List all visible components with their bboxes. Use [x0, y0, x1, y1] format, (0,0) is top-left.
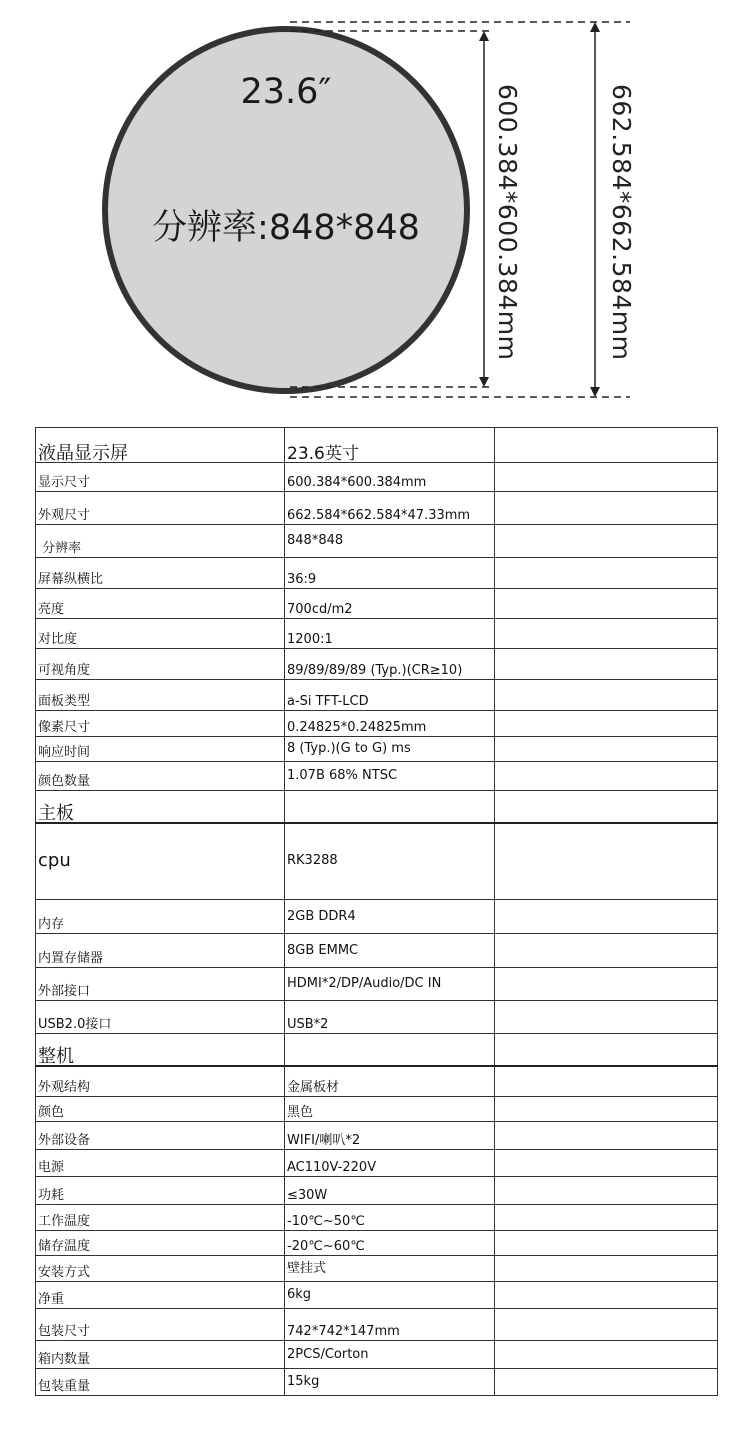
table-row [36, 900, 718, 934]
outer-dimension-label: 662.584*662.584mm [607, 84, 636, 361]
spec-value: USB*2 [285, 1001, 495, 1034]
spec-extra [495, 680, 718, 711]
spec-value: HDMI*2/DP/Audio/DC IN [285, 968, 495, 1001]
table-row [36, 968, 718, 1001]
spec-label: 功耗 [36, 1177, 285, 1205]
spec-label: 液晶显示屏 [36, 428, 285, 463]
spec-value: -20℃~60℃ [285, 1231, 495, 1256]
dimension-diagram [0, 0, 750, 420]
table-row [36, 711, 718, 737]
spec-extra [495, 934, 718, 968]
table-row [36, 649, 718, 680]
spec-extra [495, 1066, 718, 1097]
spec-extra [495, 1309, 718, 1341]
table-row [36, 428, 718, 463]
spec-value: a-Si TFT-LCD [285, 680, 495, 711]
table-row [36, 463, 718, 492]
spec-label: 净重 [36, 1282, 285, 1309]
spec-label: 安装方式 [36, 1256, 285, 1282]
table-row [36, 1205, 718, 1231]
table-row [36, 823, 718, 900]
table-row [36, 1309, 718, 1341]
table-row [36, 934, 718, 968]
spec-extra [495, 900, 718, 934]
spec-value: 600.384*600.384mm [285, 463, 495, 492]
spec-extra [495, 1001, 718, 1034]
screen-size-label: 23.6″ [240, 72, 332, 112]
spec-value: 2GB DDR4 [285, 900, 495, 934]
spec-value: 0.24825*0.24825mm [285, 711, 495, 737]
spec-extra [495, 762, 718, 791]
spec-extra [495, 711, 718, 737]
resolution-label: 分辨率:848*848 [152, 208, 420, 248]
spec-label: 外观尺寸 [36, 492, 285, 525]
spec-label: 响应时间 [36, 737, 285, 762]
spec-extra [495, 589, 718, 619]
spec-value: 金属板材 [285, 1066, 495, 1097]
spec-label: 分辨率 [36, 525, 285, 558]
spec-label: 内存 [36, 900, 285, 934]
spec-value: WIFI/喇叭*2 [285, 1122, 495, 1150]
table-row [36, 1150, 718, 1177]
spec-label: 颜色 [36, 1097, 285, 1122]
spec-extra [495, 558, 718, 589]
spec-extra [495, 525, 718, 558]
spec-value: AC110V-220V [285, 1150, 495, 1177]
spec-value: 848*848 [285, 525, 495, 558]
table-row [36, 680, 718, 711]
table-row [36, 589, 718, 619]
spec-extra [495, 968, 718, 1001]
spec-value: 6kg [285, 1282, 495, 1309]
spec-label: 工作温度 [36, 1205, 285, 1231]
spec-label: 外部设备 [36, 1122, 285, 1150]
spec-value: 8GB EMMC [285, 934, 495, 968]
spec-extra [495, 737, 718, 762]
spec-label: 内置存储器 [36, 934, 285, 968]
spec-value: 89/89/89/89 (Typ.)(CR≥10) [285, 649, 495, 680]
table-row [36, 492, 718, 525]
spec-label: 外部接口 [36, 968, 285, 1001]
table-row [36, 1341, 718, 1369]
spec-value: 2PCS/Corton [285, 1341, 495, 1369]
spec-extra [495, 463, 718, 492]
spec-value [285, 791, 495, 823]
spec-value: 662.584*662.584*47.33mm [285, 492, 495, 525]
table-row [36, 1034, 718, 1066]
section-header-whole-unit: 整机 [36, 1034, 285, 1066]
table-row [36, 1282, 718, 1309]
spec-value: ≤30W [285, 1177, 495, 1205]
spec-value: 23.6英寸 [285, 428, 495, 463]
spec-extra [495, 1369, 718, 1396]
spec-label: 外观结构 [36, 1066, 285, 1097]
spec-label: 显示尺寸 [36, 463, 285, 492]
spec-extra [495, 1177, 718, 1205]
spec-extra [495, 1282, 718, 1309]
display-dimension-label: 600.384*600.384mm [493, 84, 522, 361]
table-row [36, 1066, 718, 1097]
spec-extra [495, 1034, 718, 1066]
spec-value [285, 1034, 495, 1066]
spec-extra [495, 1341, 718, 1369]
spec-label: USB2.0接口 [36, 1001, 285, 1034]
spec-label: 储存温度 [36, 1231, 285, 1256]
spec-value: -10℃~50℃ [285, 1205, 495, 1231]
spec-value: 15kg [285, 1369, 495, 1396]
spec-extra [495, 791, 718, 823]
spec-value: 1200:1 [285, 619, 495, 649]
spec-label: 包装重量 [36, 1369, 285, 1396]
spec-label: 对比度 [36, 619, 285, 649]
table-row [36, 1097, 718, 1122]
spec-label: cpu [36, 823, 285, 900]
table-row [36, 1369, 718, 1396]
table-row [36, 1177, 718, 1205]
spec-value: 700cd/m2 [285, 589, 495, 619]
table-row [36, 525, 718, 558]
spec-label: 屏幕纵横比 [36, 558, 285, 589]
spec-extra [495, 428, 718, 463]
spec-extra [495, 1205, 718, 1231]
spec-label: 颜色数量 [36, 762, 285, 791]
spec-table [35, 427, 718, 1396]
spec-value: 8 (Typ.)(G to G) ms [285, 737, 495, 762]
spec-extra [495, 823, 718, 900]
spec-extra [495, 619, 718, 649]
spec-extra [495, 1122, 718, 1150]
spec-extra [495, 1150, 718, 1177]
spec-label: 箱内数量 [36, 1341, 285, 1369]
spec-label: 面板类型 [36, 680, 285, 711]
spec-value: 36:9 [285, 558, 495, 589]
table-row [36, 1001, 718, 1034]
section-header-mainboard: 主板 [36, 791, 285, 823]
spec-extra [495, 1256, 718, 1282]
spec-value: RK3288 [285, 823, 495, 900]
spec-label: 包装尺寸 [36, 1309, 285, 1341]
table-row [36, 791, 718, 823]
spec-label: 亮度 [36, 589, 285, 619]
table-row [36, 619, 718, 649]
table-row [36, 1122, 718, 1150]
spec-label: 可视角度 [36, 649, 285, 680]
spec-label: 像素尺寸 [36, 711, 285, 737]
spec-extra [495, 1097, 718, 1122]
table-row [36, 558, 718, 589]
spec-value: 742*742*147mm [285, 1309, 495, 1341]
table-row [36, 1256, 718, 1282]
spec-label: 电源 [36, 1150, 285, 1177]
spec-value: 黑色 [285, 1097, 495, 1122]
table-row [36, 1231, 718, 1256]
table-row [36, 762, 718, 791]
spec-value: 壁挂式 [285, 1256, 495, 1282]
spec-extra [495, 492, 718, 525]
spec-extra [495, 1231, 718, 1256]
table-row [36, 737, 718, 762]
spec-value: 1.07B 68% NTSC [285, 762, 495, 791]
spec-extra [495, 649, 718, 680]
